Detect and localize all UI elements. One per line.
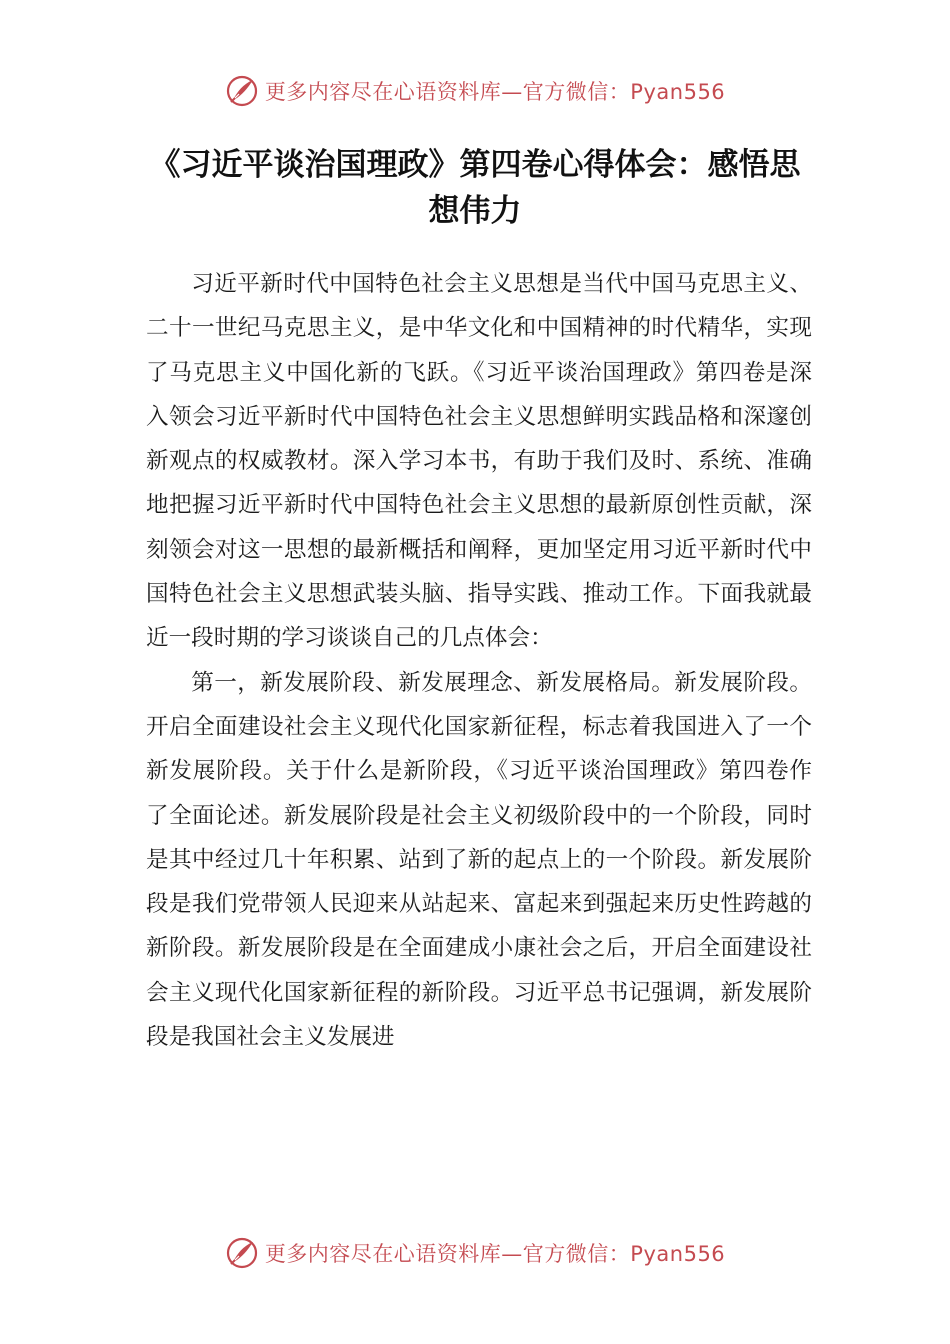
quill-logo-icon <box>225 1236 259 1270</box>
watermark-banner-bottom <box>0 1230 950 1276</box>
paragraph-intro: 习近平新时代中国特色社会主义思想是当代中国马克思主义、二十一世纪马克思主义，是中华文化和中国精神的时代精华，实现了马克思主义中国化新的飞跃。《习近平谈治国理政》第四卷是深入领会习近平新时代中国特色社会主义思想鲜明实践品格和深邃创新观点的权威教材。深入学习本书，有助于我们及时、系统、准确地把握习近平新时代中国特色社会主义思想的最新原创性贡献，深刻领会对这一思想的最新概括和阐释，更加坚定用习近平新时代中国特色社会主义思想武装头脑、指导实践、推动工作。下面我就最近一段时期的学习谈谈自己的几点体会： <box>146 271 812 652</box>
watermark-text: 更多内容尽在心语资料库—官方微信：Pyan556 <box>264 1242 726 1266</box>
paragraph-first-point: 第一，新发展阶段、新发展理念、新发展格局。新发展阶段。开启全面建设社会主义现代化国家新征程，标志着我国进入了一个新发展阶段。关于什么是新阶段，《习近平谈治国理政》第四卷作了全面论述。新发展阶段是社会主义初级阶段中的一个阶段，同时是其中经过几十年积累、站到了新的起点上的一个阶段。新发展阶段是我们党带领人民迎来从站起来、富起来到强起来历史性跨越的新阶段。新发展阶段是在全面建成小康社会之后，开启全面建设社会主义现代化国家新征程的新阶段。习近平总书记强调，新发展阶段是我国社会主义发展进 <box>146 669 812 1051</box>
watermark-banner-top <box>0 68 950 114</box>
quill-logo-icon <box>225 74 259 108</box>
document-body <box>146 262 812 1059</box>
document-title: 《习近平谈治国理政》第四卷心得体会：感悟思想伟力 <box>149 147 801 229</box>
watermark-text: 更多内容尽在心语资料库—官方微信：Pyan556 <box>264 80 726 104</box>
